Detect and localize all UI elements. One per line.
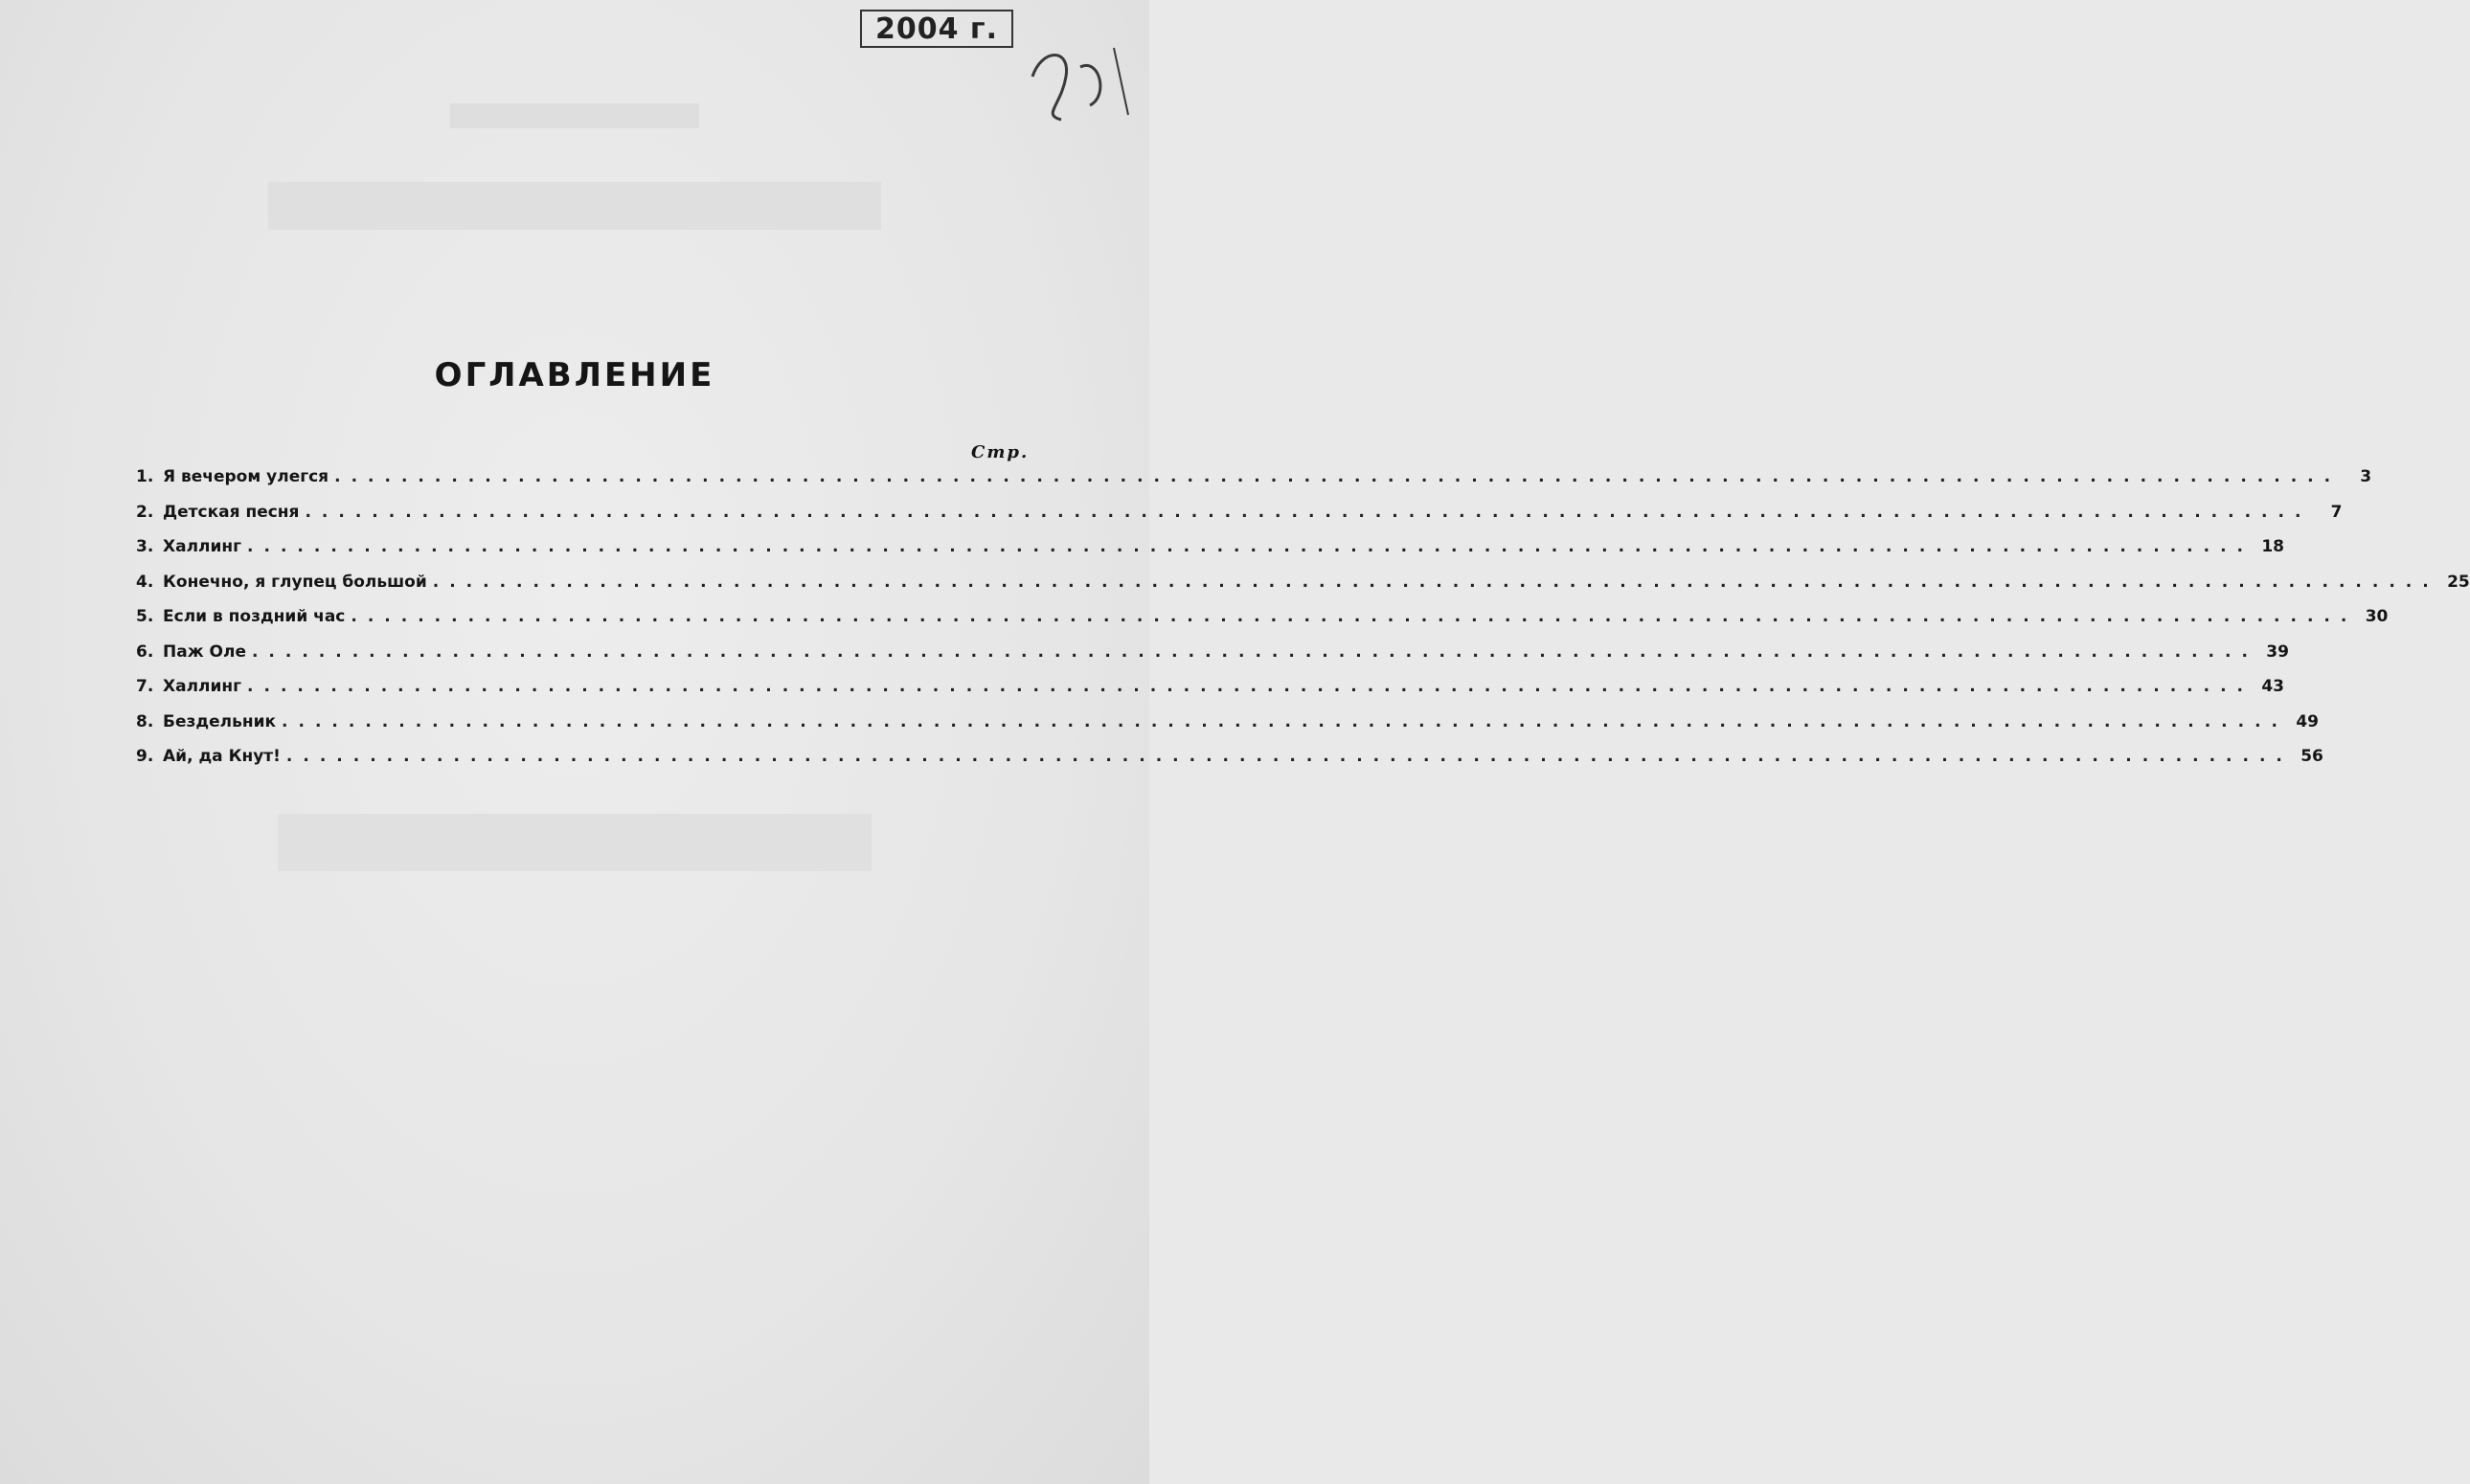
toc-entry-title: Халлинг [163, 677, 242, 696]
toc-leader-dots: ........................................................................................................................ [282, 711, 2288, 731]
toc-entry-title: Бездельник [163, 711, 277, 731]
handwritten-mark [1023, 38, 1147, 124]
toc-entry-number: 7. [136, 677, 154, 696]
toc-entry-number: 3. [136, 537, 154, 556]
toc-entry [136, 747, 2323, 782]
toc-entry-number: 6. [136, 641, 154, 662]
library-stamp [860, 10, 1013, 48]
toc-leader-dots: ........................................................................................................................ [351, 607, 2358, 626]
toc-entry [136, 607, 2389, 642]
toc-entry-number: 2. [136, 502, 154, 522]
toc-entry-number: 8. [136, 711, 154, 731]
toc-entry [136, 711, 2319, 748]
toc-entry [136, 572, 2470, 608]
toc-entry-number: 9. [136, 747, 154, 766]
toc-entry [136, 677, 2284, 712]
table-of-contents [136, 467, 2470, 782]
toc-entry-page: 43 [2261, 677, 2284, 696]
toc-entry [136, 502, 2343, 538]
toc-entry-page: 3 [2360, 467, 2372, 486]
toc-entry-title: Паж Оле [163, 641, 246, 662]
toc-leader-dots: ........................................................................................................................ [334, 467, 2342, 486]
page-title: ОГЛАВЛЕНИЕ [434, 356, 715, 394]
toc-entry-title: Халлинг [163, 537, 242, 556]
toc-entry-title: Ай, да Кнут! [163, 747, 281, 766]
toc-entry-page: 39 [2266, 641, 2289, 662]
toc-entry-title: Я вечером улегся [163, 467, 329, 486]
toc-entry [136, 467, 2372, 503]
toc-leader-dots: ........................................................................................................................ [247, 677, 2254, 696]
toc-entry-title: Детская песня [163, 502, 300, 522]
toc-entry-number: 5. [136, 607, 154, 626]
toc-leader-dots: ........................................................................................................................ [432, 572, 2439, 592]
toc-entry-number: 4. [136, 572, 154, 592]
toc-entry-page: 7 [2330, 502, 2343, 522]
toc-entry-title: Если в поздний час [163, 607, 346, 626]
toc-leader-dots: ........................................................................................................................ [251, 641, 2258, 662]
toc-entry-title: Конечно, я глупец большой [163, 572, 427, 592]
toc-entry-page: 18 [2261, 537, 2284, 556]
toc-leader-dots: ........................................................................................................................ [285, 747, 2293, 766]
bleed-through-mark [0, 804, 1149, 881]
toc-entry-page: 49 [2296, 711, 2319, 731]
toc-leader-dots: ........................................................................................................................ [305, 502, 2312, 522]
toc-entry-number: 1. [136, 467, 154, 486]
stamp-text: 2004 г. [874, 11, 998, 46]
toc-entry-page: 56 [2300, 747, 2323, 766]
bleed-through-mark [0, 86, 1149, 144]
toc-entry [136, 537, 2284, 573]
toc-entry-page: 25 [2447, 572, 2470, 592]
toc-entry-page: 30 [2365, 607, 2389, 626]
page-column-label: Стр. [971, 442, 1030, 462]
toc-entry [136, 641, 2289, 678]
toc-leader-dots: ........................................................................................................................ [247, 537, 2254, 556]
bleed-through-mark [0, 172, 1149, 239]
